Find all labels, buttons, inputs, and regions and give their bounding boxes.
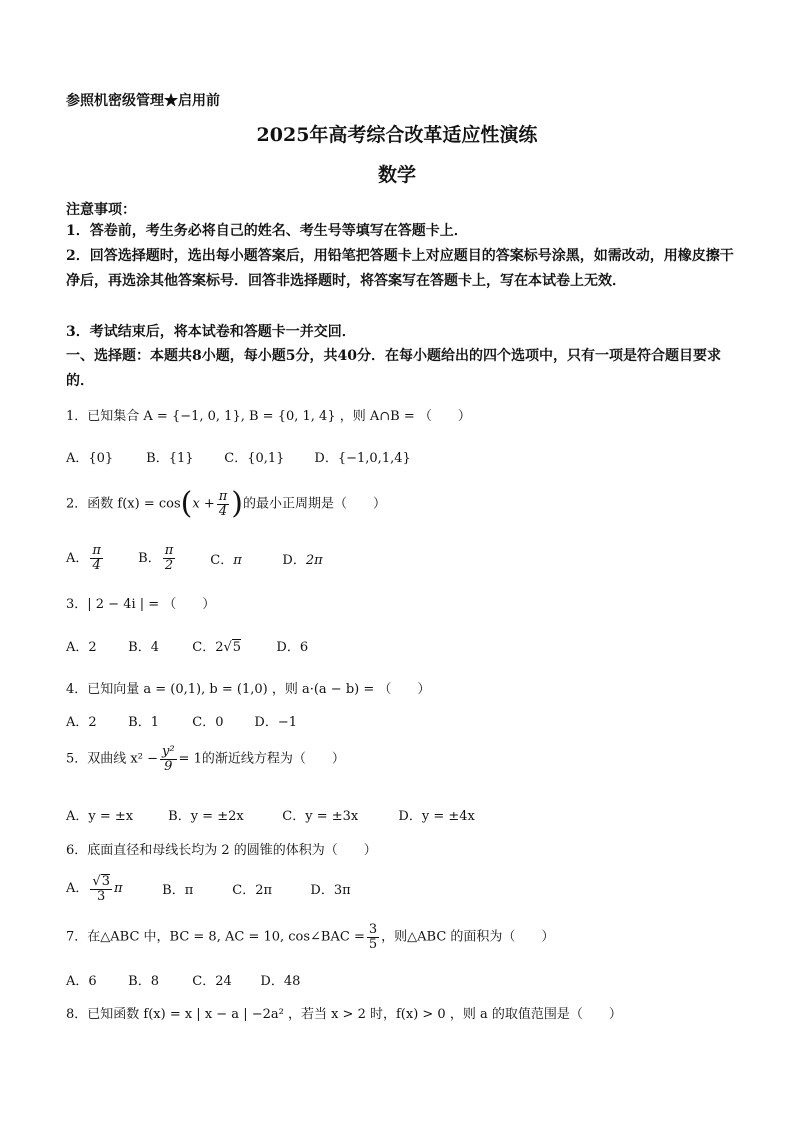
q4-option-b: B．1 [128, 715, 159, 730]
question-2-stem [66, 486, 386, 521]
q4-option-c: C．0 [192, 715, 224, 730]
q4-option-a: A．2 [66, 715, 97, 730]
question-1-options [66, 447, 411, 466]
question-1-stem: 1．已知集合 A = {−1, 0, 1}, B = {0, 1, 4} ，则 A∩B = （ ） [66, 409, 471, 424]
q1-option-b: B．{1} [146, 451, 194, 466]
q2-fraction: $\frac{\pi}{4}$ [218, 488, 228, 519]
q1-option-d: D．{−1,0,1,4} [314, 451, 411, 466]
question-8-stem: 8．已知函数 f(x) = x | x − a | −2a² ，若当 x > 2 时，f(x) > 0 ，则 a 的取值范围是（ ） [66, 1007, 622, 1022]
q5-option-c: C．y = ±3x [282, 809, 359, 824]
q7-option-b: B．8 [128, 974, 159, 989]
q3-option-b: B．4 [128, 640, 159, 655]
question-3-options [66, 636, 308, 655]
q3-option-c: C．2√5 [192, 640, 242, 655]
q1-option-a: A．{0} [66, 451, 114, 466]
q6-option-b: B．π [162, 883, 194, 899]
question-5-stem: 5．双曲线 x² − $\frac{\text{y²}}{9}$ = 1的渐近线方程为（ ） [66, 744, 345, 774]
q7-option-c: C．24 [192, 974, 232, 989]
left-paren-icon: ( [180, 486, 193, 521]
q6-option-d: D．3π [310, 883, 351, 899]
q5-fraction: $\frac{\text{y²}}{9}$ [161, 744, 175, 774]
q5-option-a: A．y = ±x [66, 809, 134, 824]
question-4-stem: 4．已知向量 a = (0,1), b = (1,0) ，则 a·(a − b) = （ ） [66, 682, 431, 697]
q2-stem-suffix: 的最小正周期是（ ） [242, 496, 386, 512]
question-7-options [66, 970, 300, 989]
subject-title: 数学 [377, 164, 416, 186]
q1-option-c: C．{0,1} [224, 451, 285, 466]
notes-heading: 注意事项： [66, 202, 136, 218]
note-item-1: 1．答卷前，考生务必将自己的姓名、考生号等填写在答题卡上． [66, 223, 468, 239]
q7-option-a: A．6 [66, 974, 97, 989]
section1-heading: 一、选择题：本题共8小题，每小题5分，共40分．在每小题给出的四个选项中，只有一项是符合题目要求的． [66, 348, 721, 389]
note-item-2: 2．回答选择题时，选出每小题答案后，用铅笔把答题卡上对应题目的答案标号涂黑，如需改动，用橡皮擦干净后，再选涂其他答案标号．回答非选择题时，将答案写在答题卡上，写在本试卷上无效． [66, 248, 734, 289]
q2-stem-prefix: 2．函数 f(x) = cos [66, 496, 181, 512]
q5-option-d: D．y = ±4x [398, 809, 475, 824]
q4-option-d: D．−1 [254, 715, 298, 730]
secret-label: 参照机密级管理★启用前 [66, 93, 220, 109]
q2-option-b: B． $\frac{\pi}{2}$ [138, 543, 174, 573]
right-paren-icon: ) [231, 486, 243, 521]
question-5-options [66, 805, 475, 824]
q2-option-c: C．π [210, 552, 242, 568]
q3-option-a: A．2 [66, 640, 97, 655]
exam-title: 2025年高考综合改革适应性演练 [256, 124, 538, 146]
note-item-3: 3．考试结束后，将本试卷和答题卡一并交回． [66, 324, 356, 340]
q2-option-a: A． $\frac{\pi}{4}$ [66, 543, 101, 573]
question-3-stem: 3．| 2 − 4i | = （ ） [66, 597, 216, 612]
q6-option-a: A． $\frac{√3}{3}$ π [66, 874, 123, 904]
question-7-stem: 7．在△ABC 中，BC = 8, AC = 10, cos∠BAC = $\frac{3}{5}$ ，则△ABC 的面积为（ ） [66, 922, 555, 952]
question-6-options [66, 874, 351, 903]
q5-option-b: B．y = ±2x [168, 809, 244, 824]
question-6-stem: 6．底面直径和母线长均为 2 的圆锥的体积为（ ） [66, 843, 377, 858]
q2-stem-inner: x + [192, 496, 215, 512]
q7-fraction: $\frac{3}{5}$ [368, 922, 378, 952]
question-2-options [66, 544, 323, 572]
q6-option-c: C．2π [232, 883, 273, 899]
q7-option-d: D．48 [260, 974, 301, 989]
question-4-options [66, 711, 297, 730]
q2-option-d: D．2π [282, 552, 323, 568]
q3-option-d: D．6 [276, 640, 309, 655]
